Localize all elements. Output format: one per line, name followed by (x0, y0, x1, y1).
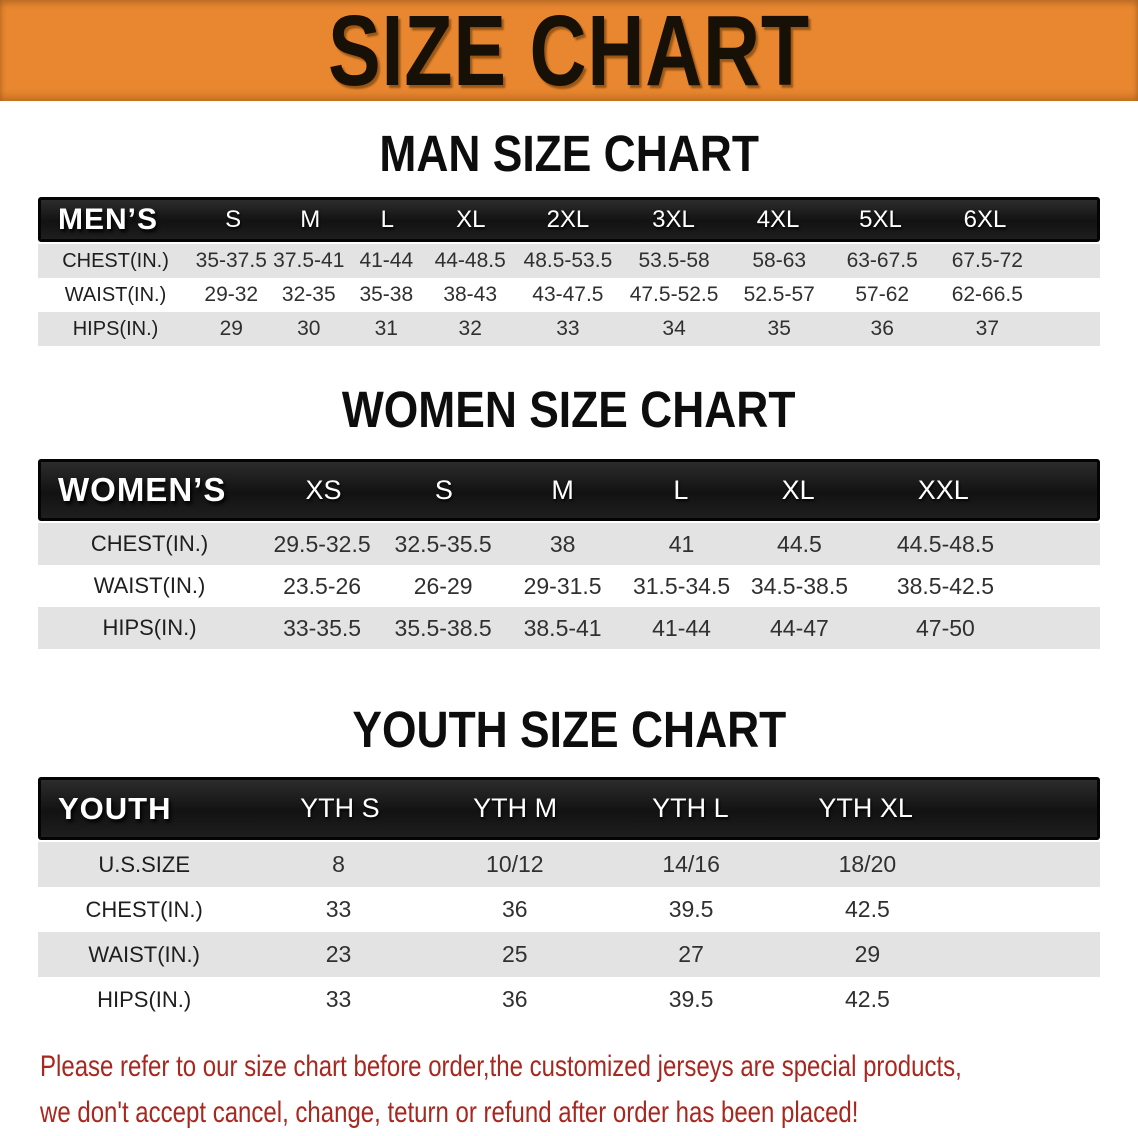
youth-row-label: CHEST(IN.) (85, 896, 203, 922)
men-size-value: 34 (662, 317, 686, 340)
women-measurement-row (38, 523, 1100, 565)
men-size-value: 53.5-58 (638, 249, 710, 272)
men-size-column-header: 4XL (756, 205, 800, 233)
youth-size-chart-section (0, 701, 1138, 1022)
men-size-value: 48.5-53.5 (523, 249, 613, 272)
women-size-value: 31.5-34.5 (632, 572, 731, 599)
women-size-table (38, 459, 1100, 649)
men-size-value: 38-43 (443, 283, 498, 306)
men-size-value: 44-48.5 (434, 249, 506, 272)
men-size-value: 41-44 (359, 249, 414, 272)
men-size-chart-section (0, 125, 1138, 346)
men-size-value: 35-38 (359, 283, 414, 306)
footer-note-line-1: Please refer to our size chart before order,the customized jerseys are special products, (40, 1050, 962, 1083)
women-size-value: 34.5-38.5 (750, 572, 849, 599)
youth-size-column-header: YTH S (300, 793, 380, 823)
youth-size-value: 36 (502, 896, 528, 922)
men-size-value: 36 (870, 317, 894, 340)
youth-table-header-row (38, 777, 1100, 840)
men-size-value: 33 (556, 317, 580, 340)
men-size-column-header: 6XL (963, 205, 1007, 233)
women-size-column-header: S (434, 474, 453, 505)
footer-note (0, 1044, 1138, 1136)
women-size-value: 41-44 (652, 614, 711, 641)
youth-measurement-row (38, 977, 1100, 1022)
women-size-value: 23.5-26 (283, 572, 362, 599)
youth-measurement-row (38, 842, 1100, 887)
men-size-column-header: XL (456, 205, 486, 233)
youth-size-value: 42.5 (844, 986, 890, 1012)
size-chart-banner (0, 0, 1138, 107)
youth-row-label: HIPS(IN.) (97, 986, 192, 1012)
men-size-value: 57-62 (855, 283, 910, 306)
men-size-value: 29 (219, 317, 243, 340)
women-size-value: 35.5-38.5 (394, 614, 492, 641)
men-size-value: 52.5-57 (743, 283, 815, 306)
women-section-heading (0, 381, 1138, 438)
men-row-label: CHEST(IN.) (62, 249, 169, 272)
women-size-value: 44.5-48.5 (896, 530, 995, 557)
women-size-value: 33-35.5 (283, 614, 362, 641)
men-measurement-row (38, 278, 1100, 312)
footer-note-line-2: we don't accept cancel, change, teturn or refund after order has been placed! (40, 1096, 859, 1129)
youth-measurement-row (38, 887, 1100, 932)
youth-size-value: 8 (332, 851, 345, 877)
youth-size-value: 14/16 (662, 851, 720, 877)
youth-size-value: 25 (502, 941, 528, 967)
women-size-column-header: L (673, 474, 689, 505)
women-size-value: 29.5-32.5 (273, 530, 371, 557)
women-size-value: 44-47 (770, 614, 829, 641)
youth-size-column-header: YTH L (652, 793, 729, 823)
women-size-column-header: XL (781, 474, 815, 505)
men-corner-label: MEN’S (58, 202, 159, 236)
men-size-value: 29-32 (204, 283, 259, 306)
women-table-header-row (38, 459, 1100, 521)
men-row-label: WAIST(IN.) (64, 283, 167, 306)
men-size-column-header: L (380, 205, 395, 233)
men-size-value: 62-66.5 (951, 283, 1023, 306)
youth-size-value: 23 (325, 941, 352, 967)
men-size-column-header: M (300, 205, 321, 233)
youth-row-label: U.S.SIZE (98, 851, 191, 877)
youth-section-heading-text: YOUTH SIZE CHART (352, 701, 786, 758)
youth-size-value: 42.5 (844, 896, 890, 922)
women-size-column-header: XXL (917, 474, 969, 505)
men-measurement-row (38, 312, 1100, 346)
men-size-value: 37 (975, 317, 999, 340)
youth-size-value: 39.5 (668, 896, 714, 922)
youth-size-value: 10/12 (486, 851, 544, 877)
women-size-column-header: M (551, 474, 574, 505)
men-size-value: 47.5-52.5 (629, 283, 719, 306)
women-measurement-row (38, 607, 1100, 649)
women-size-value: 29-31.5 (523, 572, 602, 599)
men-size-value: 67.5-72 (951, 249, 1023, 272)
youth-row-label: WAIST(IN.) (88, 941, 200, 967)
men-row-label: HIPS(IN.) (72, 317, 159, 340)
women-section-heading-text: WOMEN SIZE CHART (342, 381, 796, 438)
men-size-value: 43-47.5 (532, 283, 604, 306)
women-measurement-row (38, 565, 1100, 607)
women-row-label: CHEST(IN.) (90, 531, 209, 556)
youth-measurement-row (38, 932, 1100, 977)
men-size-value: 32 (458, 317, 482, 340)
youth-section-heading (0, 701, 1138, 758)
youth-size-value: 36 (502, 986, 528, 1012)
women-size-value: 38.5-42.5 (896, 572, 995, 599)
youth-size-value: 29 (854, 941, 881, 967)
youth-size-column-header: YTH XL (818, 793, 913, 823)
men-size-column-header: S (225, 205, 242, 233)
size-chart-sections (0, 125, 1138, 1022)
women-corner-label: WOMEN’S (58, 471, 227, 508)
women-size-value: 38.5-41 (523, 614, 602, 641)
youth-size-value: 39.5 (668, 986, 714, 1012)
youth-size-column-header: YTH M (473, 793, 558, 823)
men-size-value: 58-63 (752, 249, 807, 272)
women-size-value: 32.5-35.5 (394, 530, 492, 557)
men-size-value: 35-37.5 (195, 249, 267, 272)
women-size-value: 26-29 (413, 572, 473, 599)
men-size-column-header: 5XL (859, 205, 902, 233)
men-size-value: 30 (297, 317, 321, 340)
women-size-value: 38 (549, 530, 576, 557)
youth-corner-label: YOUTH (58, 790, 172, 826)
men-size-column-header: 2XL (546, 205, 590, 233)
men-table-header-row (38, 197, 1100, 242)
youth-size-value: 33 (325, 986, 352, 1012)
women-size-column-header: XS (305, 474, 342, 505)
youth-size-value: 18/20 (838, 851, 897, 877)
banner-title: SIZE CHART (328, 0, 810, 107)
men-section-heading (0, 125, 1138, 182)
youth-size-table (38, 777, 1100, 1022)
women-size-value: 44.5 (777, 530, 822, 557)
women-size-value: 41 (668, 530, 695, 557)
men-measurement-row (38, 244, 1100, 278)
men-size-value: 31 (374, 317, 398, 340)
women-size-value: 47-50 (916, 614, 975, 641)
men-section-heading-text: MAN SIZE CHART (379, 125, 759, 182)
men-size-value: 37.5-41 (273, 249, 345, 272)
youth-size-value: 33 (325, 896, 352, 922)
youth-size-value: 27 (678, 941, 704, 967)
women-row-label: HIPS(IN.) (102, 615, 197, 640)
men-size-value: 32-35 (281, 283, 336, 306)
men-size-value: 63-67.5 (846, 249, 918, 272)
men-size-column-header: 3XL (652, 205, 695, 233)
men-size-table (38, 197, 1100, 346)
women-size-chart-section (0, 381, 1138, 649)
men-size-value: 35 (767, 317, 791, 340)
women-row-label: WAIST(IN.) (93, 573, 206, 598)
